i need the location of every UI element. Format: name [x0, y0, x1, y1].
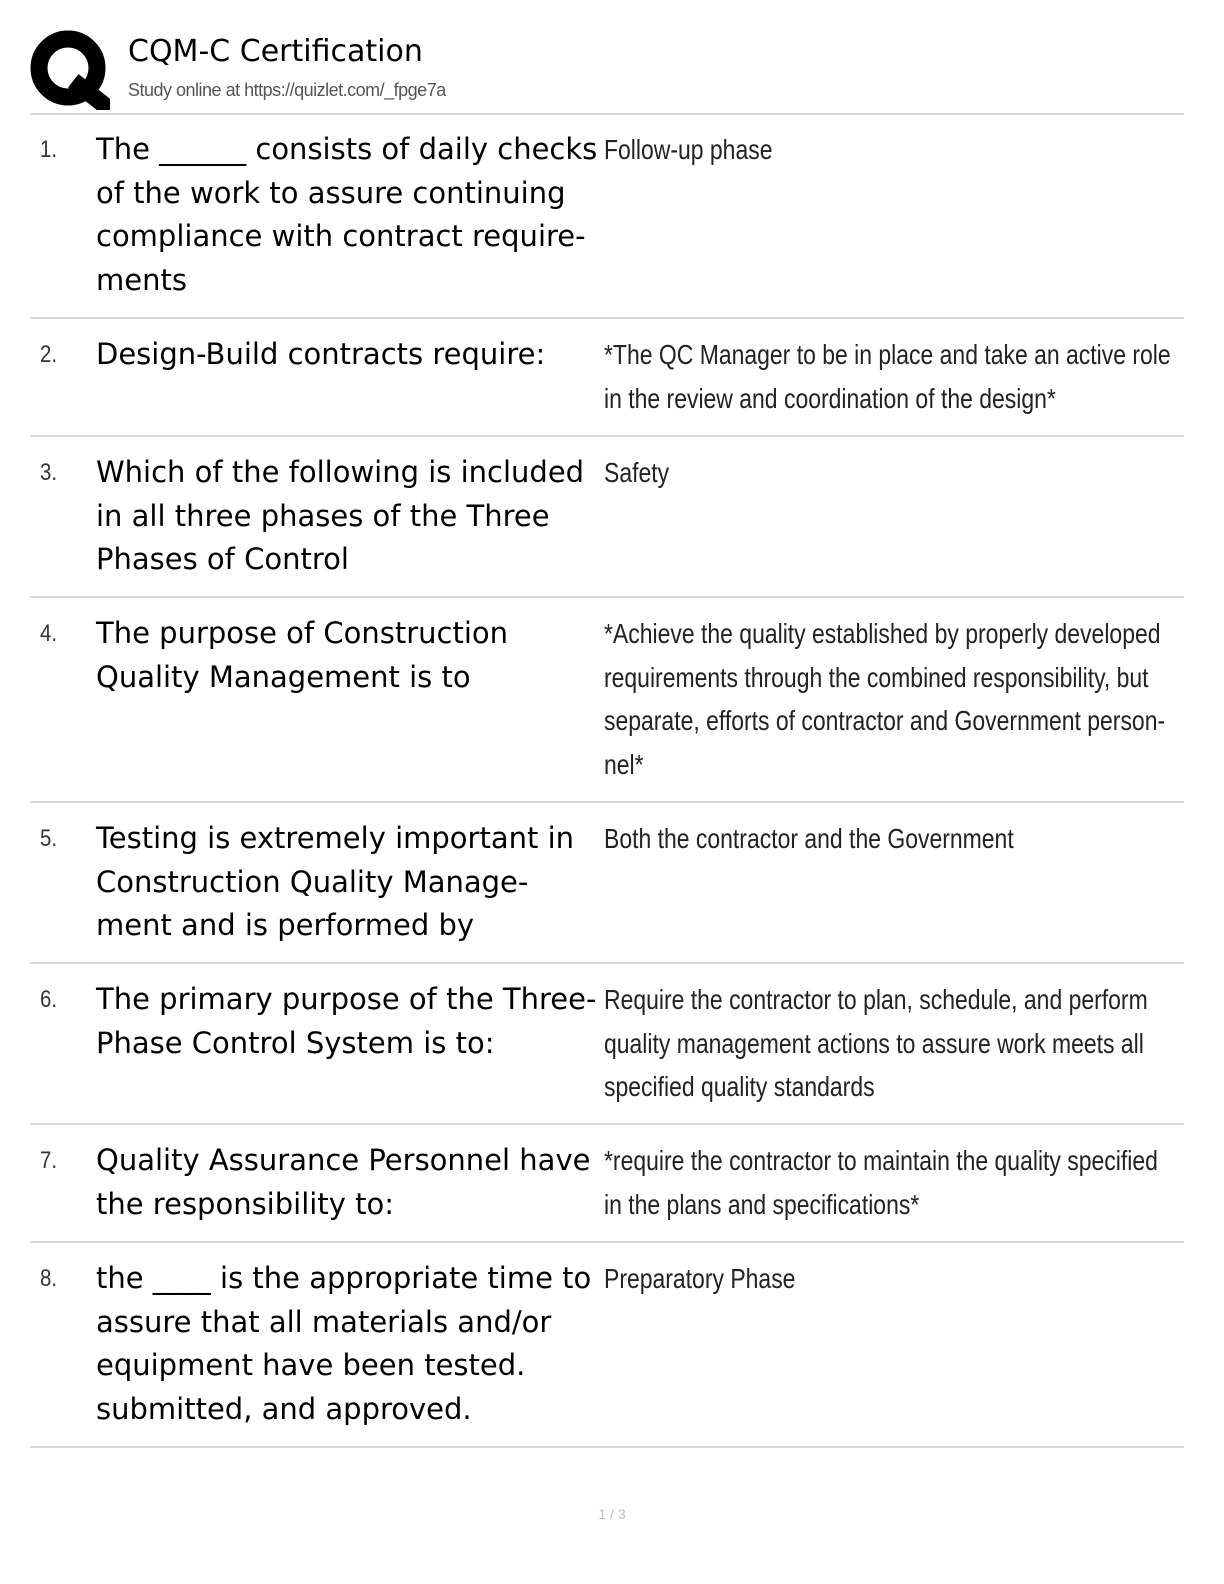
card-definition: Both the contractor and the Government: [604, 823, 1014, 854]
card-number: 8.: [40, 1265, 58, 1292]
flashcard: [30, 437, 1184, 598]
flashcard: [30, 964, 1184, 1125]
flashcard: [30, 114, 1184, 319]
card-number: 3.: [40, 459, 58, 486]
page-number: 1 / 3: [598, 1506, 626, 1522]
card-term: The ______ consists of daily checks of the work to assure continuing compliance with contract require-ments: [96, 132, 598, 297]
card-term: The purpose of Construction Quality Management is to: [96, 616, 509, 694]
card-term: Which of the following is included in all three phases of the Three Phases of Control: [96, 455, 585, 576]
card-definition: Require the contractor to plan, schedule, and perform quality management actions to assure work meets all specified quality standards: [604, 984, 1148, 1102]
card-definition: Preparatory Phase: [604, 1263, 796, 1294]
card-definition: *require the contractor to maintain the quality specified in the plans and specifications*: [604, 1145, 1158, 1220]
flashcard-list: [30, 114, 1184, 1448]
flashcard: [30, 803, 1184, 964]
card-definition: *Achieve the quality established by properly developed requirements through the combined responsibility, but separate, efforts of contractor and Government person-nel*: [604, 618, 1166, 780]
flashcard: [30, 1125, 1184, 1243]
card-number: 2.: [40, 341, 58, 368]
page-header: [30, 28, 1184, 114]
card-definition: *The QC Manager to be in place and take an active role in the review and coordination of the design*: [604, 339, 1171, 414]
card-number: 7.: [40, 1147, 58, 1174]
quizlet-logo-icon: [30, 30, 110, 110]
card-number: 6.: [40, 986, 58, 1013]
study-link-text: Study online at https://quizlet.com/_fpge7a: [128, 80, 446, 100]
flashcard: [30, 319, 1184, 437]
card-definition: Safety: [604, 457, 670, 488]
card-term: the ____ is the appropriate time to assure that all materials and/or equipment have been tested. submitted, and approved.: [96, 1261, 592, 1426]
card-definition: Follow-up phase: [604, 134, 773, 165]
card-term: The primary purpose of the Three-Phase Control System is to:: [96, 982, 597, 1060]
card-number: 1.: [40, 136, 58, 163]
card-term: Design-Build contracts require:: [96, 337, 546, 371]
card-number: 4.: [40, 620, 58, 647]
flashcard: [30, 598, 1184, 803]
card-term: Quality Assurance Personnel have the responsibility to:: [96, 1143, 591, 1221]
card-number: 5.: [40, 825, 58, 852]
page-title: CQM-C Certification: [128, 34, 423, 69]
flashcard: [30, 1243, 1184, 1448]
card-term: Testing is extremely important in Construction Quality Manage-ment and is performed by: [96, 821, 575, 942]
